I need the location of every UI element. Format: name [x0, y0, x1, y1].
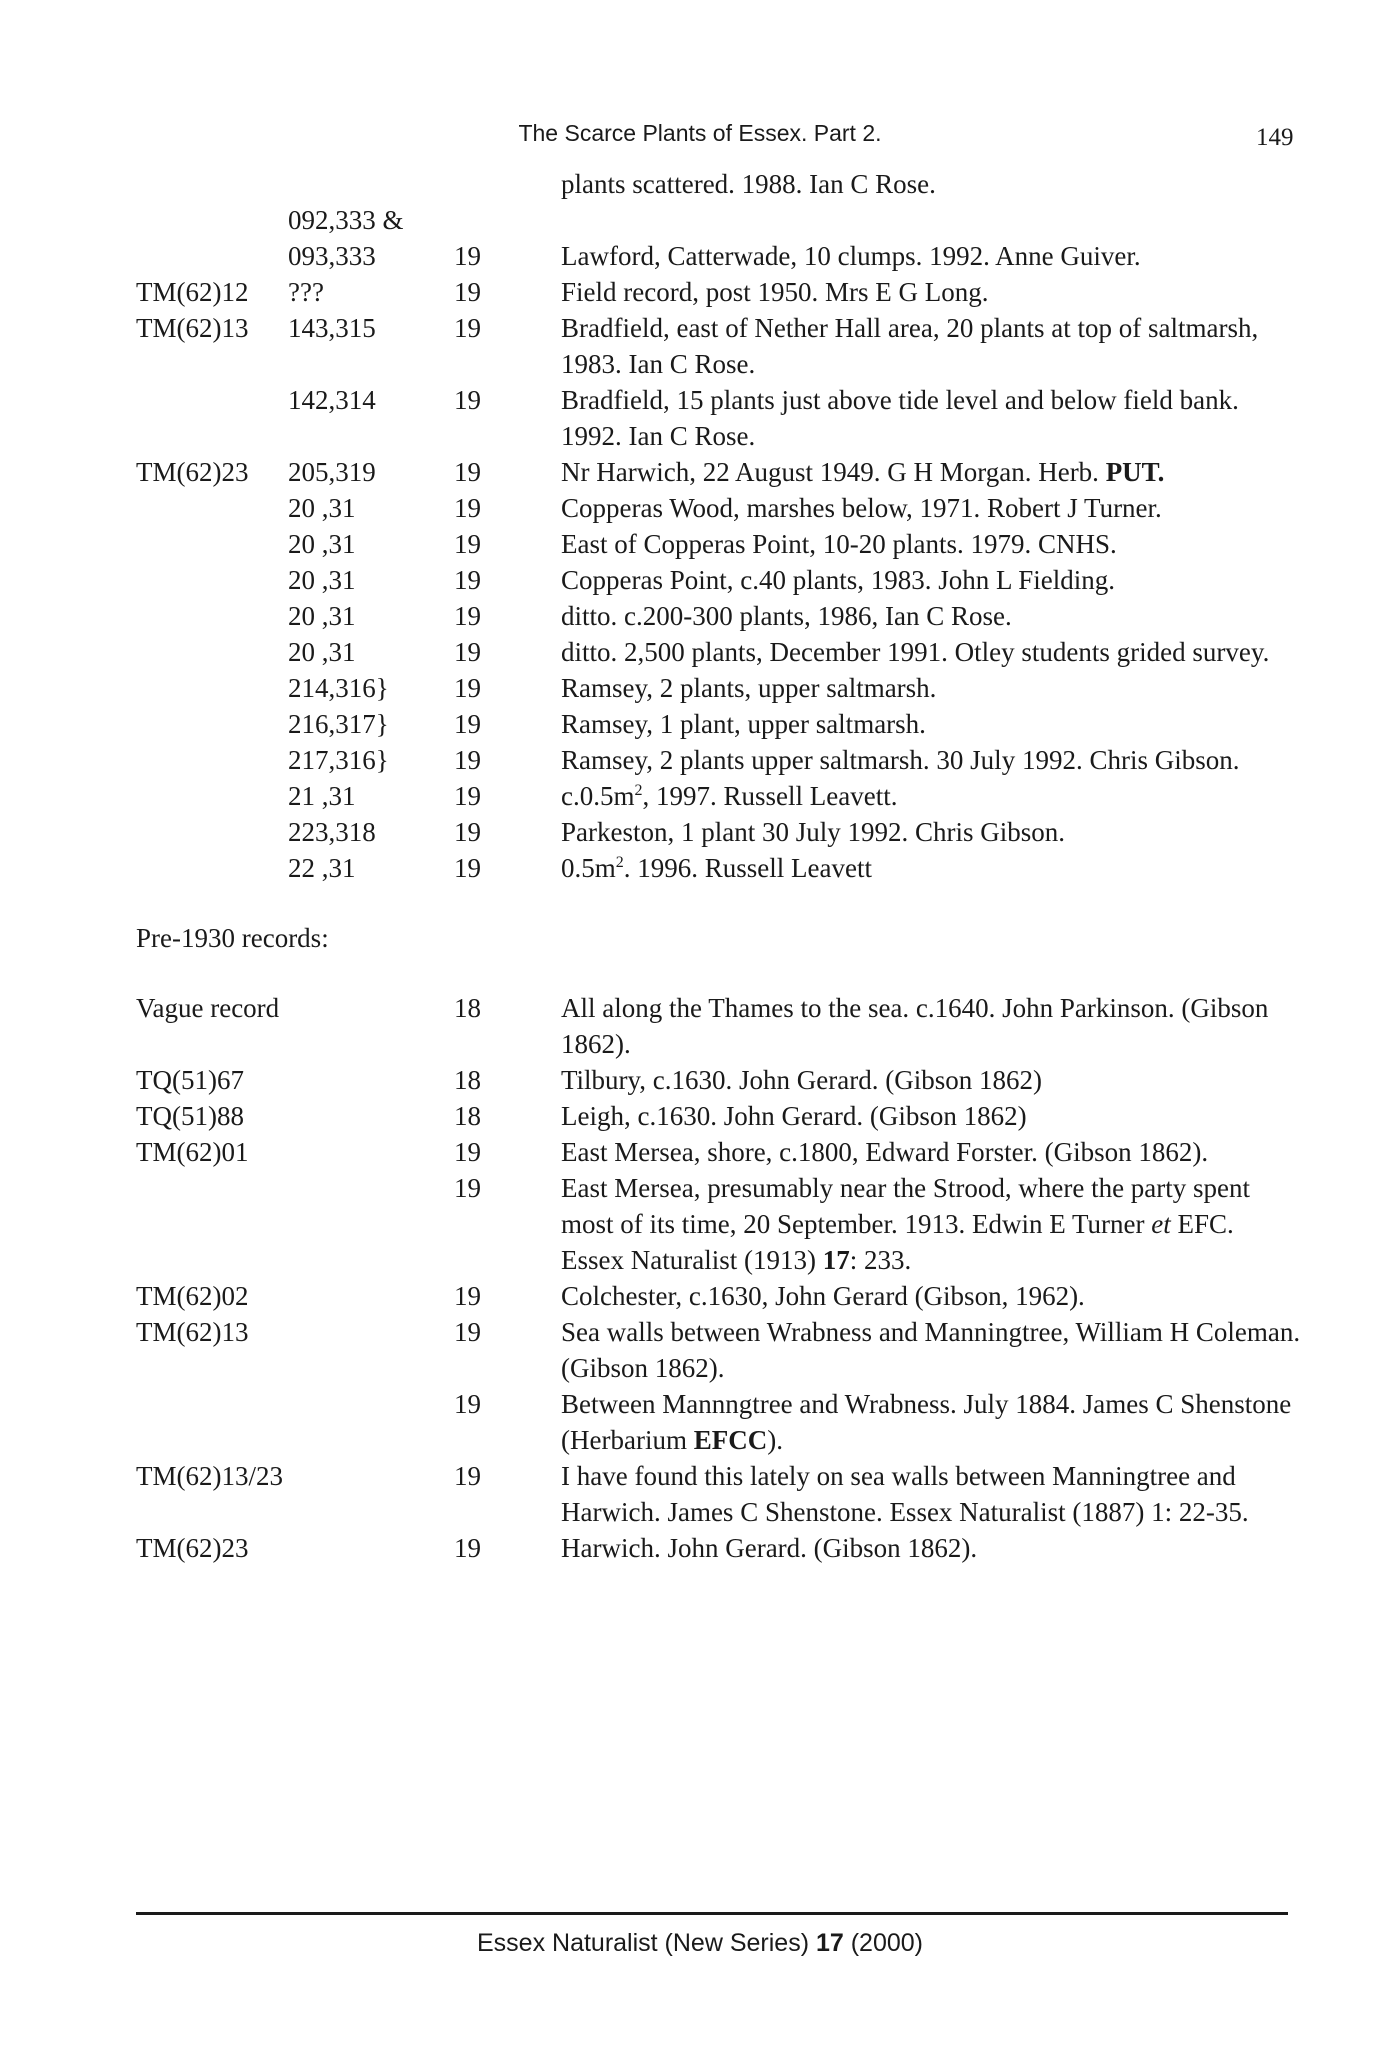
record-grid-square: TM(62)01: [136, 1137, 249, 1167]
record-century: 19: [454, 745, 481, 775]
record-grid-ref: 217,316}: [288, 745, 389, 775]
record-description: ditto. 2,500 plants, December 1991. Otley students grided survey.: [561, 637, 1270, 667]
record-description: Bradfield, east of Nether Hall area, 20 plants at top of saltmarsh, 1983. Ian C Rose.: [561, 313, 1259, 379]
record-description: Field record, post 1950. Mrs E G Long.: [561, 277, 989, 307]
record-description: Bradfield, 15 plants just above tide level and below field bank. 1992. Ian C Rose.: [561, 385, 1239, 451]
record-italic: et: [1151, 1209, 1171, 1239]
record-century: 19: [454, 1281, 481, 1311]
record-row: [136, 850, 1306, 886]
record-row: [136, 274, 1306, 310]
record-century: 19: [454, 781, 481, 811]
record-row: [136, 490, 1306, 526]
record-grid-ref: 21 ,31: [288, 781, 356, 811]
record-description: Parkeston, 1 plant 30 July 1992. Chris Gibson.: [561, 817, 1065, 847]
record-grid-ref: 20 ,31: [288, 601, 356, 631]
continuation-row: [136, 166, 1306, 202]
record-grid-ref: 20 ,31: [288, 529, 356, 559]
record-grid-ref: 20 ,31: [288, 493, 356, 523]
running-head: The Scarce Plants of Essex. Part 2.: [518, 120, 882, 146]
record-description: I have found this lately on sea walls between Manningtree and Harwich. James C Shenstone. Essex Naturalist (1887) 1: 22-35.: [561, 1461, 1249, 1527]
record-row: [136, 1134, 1306, 1170]
record-description: ditto. c.200-300 plants, 1986, Ian C Rose.: [561, 601, 1012, 631]
record-description: East Mersea, presumably near the Strood, where the party spent most of its time, 20 September. 1913. Edwin E Turner et EFC. Essex Naturalist (1913) 17: 233.: [561, 1173, 1251, 1275]
record-grid-ref: 093,333: [288, 241, 376, 271]
record-century: 19: [454, 1173, 481, 1203]
record-grid-ref: 20 ,31: [288, 637, 356, 667]
record-century: 19: [454, 1317, 481, 1347]
pre1930-heading-row: [136, 920, 1306, 956]
record-volume: 17: [822, 1245, 850, 1275]
record-grid-square: TQ(51)88: [136, 1101, 244, 1131]
record-description: East of Copperas Point, 10-20 plants. 1979. CNHS.: [561, 529, 1117, 559]
record-grid-square: TM(62)23: [136, 457, 249, 487]
record-description: Colchester, c.1630, John Gerard (Gibson, 1962).: [561, 1281, 1085, 1311]
record-herbarium: EFCC: [693, 1425, 768, 1455]
record-grid-ref: 216,317}: [288, 709, 389, 739]
record-superscript: 2: [634, 782, 643, 799]
record-row: [136, 1314, 1306, 1386]
record-description: $c.0.5m^2$, 1997. Russell Leavett.: [561, 781, 898, 811]
record-grid-ref: 214,316}: [288, 673, 389, 703]
record-row: [136, 1386, 1306, 1458]
record-row: [136, 1458, 1306, 1530]
record-row: [136, 778, 1306, 814]
page-number: 149: [1256, 124, 1294, 151]
record-description: Between Mannngtree and Wrabness. July 1884. James C Shenstone (Herbarium EFCC).: [561, 1389, 1292, 1455]
record-grid-square: TM(62)12: [136, 277, 249, 307]
record-row: [136, 562, 1306, 598]
record-row: [136, 1062, 1306, 1098]
record-description: Copperas Point, c.40 plants, 1983. John L Fielding.: [561, 565, 1115, 595]
record-herbarium: PUT.: [1105, 457, 1165, 487]
record-description: Ramsey, 2 plants upper saltmarsh. 30 July 1992. Chris Gibson.: [561, 745, 1240, 775]
footer-citation: [0, 1929, 1400, 1958]
record-description: Nr Harwich, 22 August 1949. G H Morgan. Herb. PUT.: [561, 457, 1165, 487]
record-superscript: 2: [615, 854, 624, 871]
record-row: [136, 1278, 1306, 1314]
record-row: [136, 310, 1306, 382]
record-century: 19: [454, 241, 481, 271]
record-grid-ref: 142,314: [288, 385, 376, 415]
record-grid-ref: 205,319: [288, 457, 376, 487]
record-century: 18: [454, 993, 481, 1023]
continuation-text: plants scattered. 1988. Ian C Rose.: [561, 169, 936, 199]
record-century: 19: [454, 493, 481, 523]
record-grid-ref: ???: [288, 277, 324, 307]
record-grid-square: TQ(51)67: [136, 1065, 244, 1095]
record-grid-square: TM(62)13/23: [136, 1461, 283, 1491]
record-row: [136, 202, 1306, 238]
record-century: 19: [454, 673, 481, 703]
record-grid-ref: 223,318: [288, 817, 376, 847]
record-description: East Mersea, shore, c.1800, Edward Forster. (Gibson 1862).: [561, 1137, 1209, 1167]
record-grid-ref: 20 ,31: [288, 565, 356, 595]
record-grid-square: TM(62)13: [136, 1317, 249, 1347]
record-century: 18: [454, 1065, 481, 1095]
record-description: Leigh, c.1630. John Gerard. (Gibson 1862): [561, 1101, 1027, 1131]
record-description: Lawford, Catterwade, 10 clumps. 1992. Anne Guiver.: [561, 241, 1141, 271]
record-row: [136, 526, 1306, 562]
record-grid-square: Vague record: [136, 993, 280, 1023]
record-description: Copperas Wood, marshes below, 1971. Robert J Turner.: [561, 493, 1162, 523]
record-row: [136, 598, 1306, 634]
record-grid-ref: 143,315: [288, 313, 376, 343]
record-century: 19: [454, 637, 481, 667]
record-grid-ref: 22 ,31: [288, 853, 356, 883]
record-grid-square: TM(62)02: [136, 1281, 249, 1311]
records-content: [136, 166, 1306, 1566]
recent-records-list: [136, 202, 1306, 886]
footer-rule: [136, 1912, 1288, 1915]
record-century: 19: [454, 529, 481, 559]
record-description: Sea walls between Wrabness and Manningtree, William H Coleman. (Gibson 1862).: [561, 1317, 1301, 1383]
record-row: [136, 1530, 1306, 1566]
record-century: 19: [454, 853, 481, 883]
record-description: Tilbury, c.1630. John Gerard. (Gibson 1862): [561, 1065, 1042, 1095]
record-row: [136, 634, 1306, 670]
record-grid-square: TM(62)13: [136, 313, 249, 343]
record-century: 18: [454, 1101, 481, 1131]
record-century: 19: [454, 457, 481, 487]
record-century: 19: [454, 1461, 481, 1491]
record-row: [136, 454, 1306, 490]
record-description: All along the Thames to the sea. c.1640. John Parkinson. (Gibson 1862).: [561, 993, 1269, 1059]
record-century: 19: [454, 1533, 481, 1563]
record-row: [136, 706, 1306, 742]
record-description: Harwich. John Gerard. (Gibson 1862).: [561, 1533, 978, 1563]
record-row: [136, 1170, 1306, 1278]
record-row: [136, 814, 1306, 850]
record-century: 19: [454, 601, 481, 631]
record-century: 19: [454, 1137, 481, 1167]
footer-year: (2000): [843, 1929, 923, 1957]
record-century: 19: [454, 709, 481, 739]
record-century: 19: [454, 313, 481, 343]
record-grid-square: TM(62)23: [136, 1533, 249, 1563]
record-description: $0.5m^2$. 1996. Russell Leavett: [561, 853, 872, 883]
pre1930-heading: Pre-1930 records:: [136, 923, 329, 953]
footer-journal: Essex Naturalist (New Series): [476, 1929, 816, 1957]
record-row: [136, 742, 1306, 778]
record-grid-ref: 092,333 &: [288, 205, 404, 235]
record-row: [136, 990, 1306, 1062]
record-row: [136, 382, 1306, 454]
record-century: 19: [454, 817, 481, 847]
footer-volume: 17: [815, 1929, 844, 1957]
record-century: 19: [454, 385, 481, 415]
record-row: [136, 670, 1306, 706]
record-century: 19: [454, 565, 481, 595]
record-description: Ramsey, 1 plant, upper saltmarsh.: [561, 709, 926, 739]
record-century: 19: [454, 1389, 481, 1419]
record-row: [136, 1098, 1306, 1134]
pre1930-records-list: [136, 990, 1306, 1566]
record-description: Ramsey, 2 plants, upper saltmarsh.: [561, 673, 937, 703]
record-row: [136, 238, 1306, 274]
record-century: 19: [454, 277, 481, 307]
